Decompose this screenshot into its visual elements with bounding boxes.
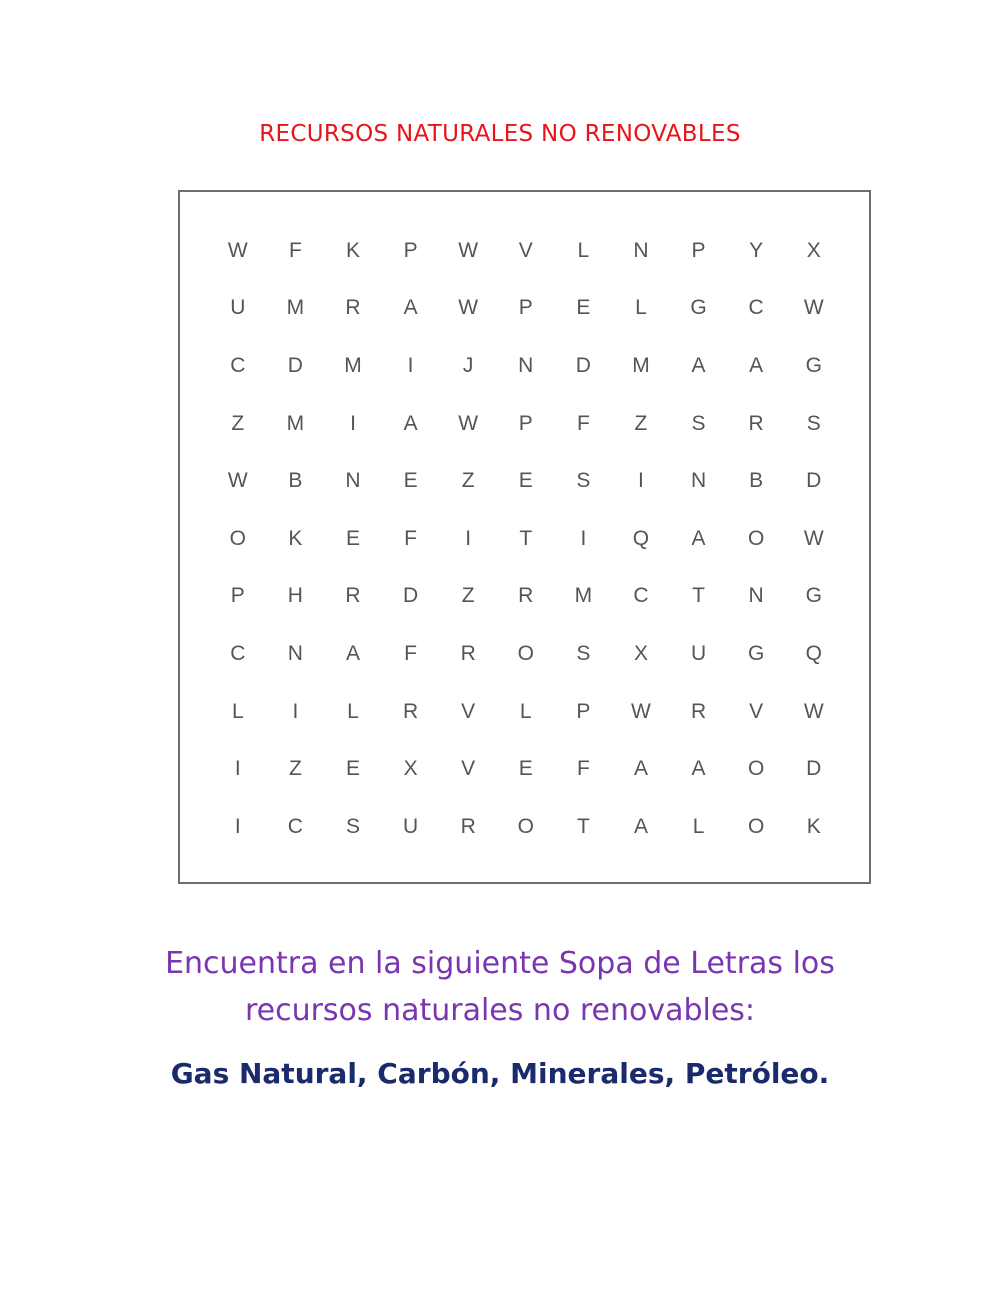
grid-letter[interactable]: I [292, 699, 299, 723]
grid-letter[interactable]: E [518, 469, 533, 493]
page-title: RECURSOS NATURALES NO RENOVABLES [259, 121, 741, 147]
grid-letter[interactable]: W [227, 469, 248, 493]
grid-letter[interactable]: P [691, 238, 706, 262]
grid-letter[interactable]: P [518, 296, 533, 320]
grid-letter[interactable]: G [805, 584, 822, 608]
grid-letter[interactable]: I [234, 814, 241, 838]
grid-letter[interactable]: E [345, 526, 360, 550]
grid-letter[interactable]: L [635, 296, 647, 320]
grid-letter[interactable]: J [462, 353, 474, 377]
grid-letter[interactable]: P [576, 699, 591, 723]
grid-letter[interactable]: B [288, 469, 303, 493]
grid-letter[interactable]: R [460, 641, 476, 665]
grid-letter[interactable]: T [519, 526, 533, 550]
grid-letter[interactable]: P [230, 584, 245, 608]
words-to-find: Gas Natural, Carbón, Minerales, Petróleo. [170, 1057, 830, 1090]
grid-letter[interactable]: Z [634, 411, 648, 435]
grid-letter[interactable]: G [805, 353, 822, 377]
grid-letter[interactable]: W [227, 238, 248, 262]
grid-letter[interactable]: W [803, 699, 824, 723]
grid-letter[interactable]: M [286, 411, 305, 435]
grid-letter[interactable]: P [403, 238, 418, 262]
grid-letter[interactable]: C [633, 584, 649, 608]
grid-letter[interactable]: W [631, 699, 651, 723]
grid-letter[interactable]: Z [231, 411, 245, 435]
grid-letter[interactable]: O [229, 526, 246, 550]
grid-letter[interactable]: T [576, 814, 590, 838]
grid-letter[interactable]: B [749, 469, 764, 493]
instructions-line-1: Encuentra en la siguiente Sopa de Letras los [165, 946, 835, 981]
grid-letter[interactable]: C [230, 353, 246, 377]
grid-letter[interactable]: D [402, 584, 419, 608]
grid-letter[interactable]: X [403, 757, 418, 781]
grid-letter[interactable]: A [633, 757, 648, 781]
grid-letter[interactable]: A [749, 353, 764, 377]
grid-letter[interactable]: A [403, 411, 418, 435]
grid-letter[interactable]: R [402, 699, 419, 723]
grid-letter[interactable]: N [518, 353, 534, 377]
grid-letter[interactable]: W [803, 526, 824, 550]
grid-letter[interactable]: L [577, 238, 590, 262]
grid-letter[interactable]: V [749, 699, 764, 723]
grid-letter[interactable]: V [461, 757, 476, 781]
grid-letter[interactable]: G [690, 296, 707, 320]
grid-letter[interactable]: R [748, 411, 764, 435]
grid-letter[interactable]: I [407, 353, 414, 377]
grid-letter[interactable]: A [403, 296, 418, 320]
grid-letter[interactable]: Z [461, 584, 475, 608]
grid-letter[interactable]: N [345, 469, 361, 493]
grid-letter[interactable]: H [287, 584, 303, 608]
grid-letter[interactable]: E [518, 757, 533, 781]
grid-letter[interactable]: U [402, 814, 419, 838]
grid-letter[interactable]: F [288, 238, 302, 262]
grid-letter[interactable]: D [806, 469, 822, 493]
grid-letter[interactable]: S [345, 814, 360, 838]
grid-letter[interactable]: D [287, 353, 303, 377]
grid-letter[interactable]: W [458, 296, 479, 320]
grid-letter[interactable]: W [803, 296, 824, 320]
grid-letter[interactable]: Z [461, 469, 475, 493]
instructions [100, 940, 900, 1034]
grid-letter[interactable]: K [806, 814, 821, 838]
grid-letter[interactable]: I [234, 757, 241, 781]
grid-letter[interactable]: U [230, 296, 246, 320]
grid-letter[interactable]: N [287, 641, 303, 665]
grid-letter[interactable]: I [580, 526, 587, 550]
grid-letter[interactable]: C [748, 296, 764, 320]
grid-letter[interactable]: A [633, 814, 648, 838]
grid-letter[interactable]: Q [805, 641, 822, 665]
grid-letter[interactable]: M [286, 296, 305, 320]
grid-letter[interactable]: F [576, 757, 590, 781]
letter-grid [209, 222, 843, 856]
grid-letter[interactable]: I [638, 469, 644, 493]
grid-letter[interactable]: O [747, 814, 765, 838]
grid-letter[interactable]: X [633, 641, 648, 665]
word-search-board [178, 190, 871, 884]
grid-letter[interactable]: L [231, 699, 244, 723]
grid-letter[interactable]: R [345, 296, 361, 320]
grid-letter[interactable]: E [403, 469, 418, 493]
grid-letter[interactable]: I [350, 411, 356, 435]
grid-letter[interactable]: K [288, 526, 303, 550]
grid-letter[interactable]: L [519, 699, 532, 723]
grid-letter[interactable]: O [747, 526, 765, 550]
grid-letter[interactable]: F [576, 411, 590, 435]
grid-letter[interactable]: N [748, 584, 764, 608]
grid-letter[interactable]: X [806, 238, 821, 262]
grid-letter[interactable]: S [576, 641, 591, 665]
grid-letter[interactable]: O [747, 757, 765, 781]
grid-letter[interactable]: S [691, 411, 706, 435]
grid-letter[interactable]: M [344, 353, 362, 377]
grid-letter[interactable]: M [574, 584, 593, 608]
grid-letter[interactable]: N [633, 238, 649, 262]
grid-letter[interactable]: R [345, 584, 361, 608]
grid-letter[interactable]: E [576, 296, 591, 320]
grid-letter[interactable]: N [690, 469, 707, 493]
grid-letter[interactable]: M [632, 353, 650, 377]
grid-letter[interactable]: O [517, 641, 534, 665]
grid-letter[interactable]: R [518, 584, 534, 608]
grid-letter[interactable]: W [458, 411, 479, 435]
grid-letter[interactable]: D [806, 757, 822, 781]
grid-letter[interactable]: T [692, 584, 705, 608]
grid-letter[interactable]: Q [632, 526, 650, 550]
grid-letter[interactable]: P [518, 411, 533, 435]
grid-letter[interactable]: E [345, 757, 360, 781]
instructions-line-2: recursos naturales no renovables: [244, 993, 756, 1028]
grid-letter[interactable]: G [747, 641, 765, 665]
grid-letter[interactable]: S [576, 469, 591, 493]
grid-letter[interactable]: I [465, 526, 472, 550]
grid-letter[interactable]: F [404, 641, 417, 665]
grid-letter[interactable]: D [575, 353, 591, 377]
grid-letter[interactable]: L [347, 699, 359, 723]
grid-letter[interactable]: A [691, 526, 706, 550]
grid-letter[interactable]: A [345, 641, 360, 665]
grid-letter[interactable]: C [287, 814, 303, 838]
grid-letter[interactable]: R [690, 699, 707, 723]
grid-letter[interactable]: A [691, 353, 706, 377]
grid-letter[interactable]: Y [749, 238, 764, 262]
grid-letter[interactable]: L [692, 814, 705, 838]
grid-letter[interactable]: U [690, 641, 707, 665]
grid-letter[interactable]: W [458, 238, 479, 262]
grid-letter[interactable]: R [460, 814, 476, 838]
grid-letter[interactable]: Z [288, 757, 302, 781]
grid-letter[interactable]: V [518, 238, 533, 262]
grid-letter[interactable]: K [345, 238, 360, 262]
grid-letter[interactable]: A [691, 757, 706, 781]
grid-letter[interactable]: V [461, 699, 476, 723]
grid-letter[interactable]: C [230, 641, 246, 665]
grid-letter[interactable]: S [806, 411, 821, 435]
grid-letter[interactable]: O [517, 814, 534, 838]
grid-letter[interactable]: F [404, 526, 417, 550]
